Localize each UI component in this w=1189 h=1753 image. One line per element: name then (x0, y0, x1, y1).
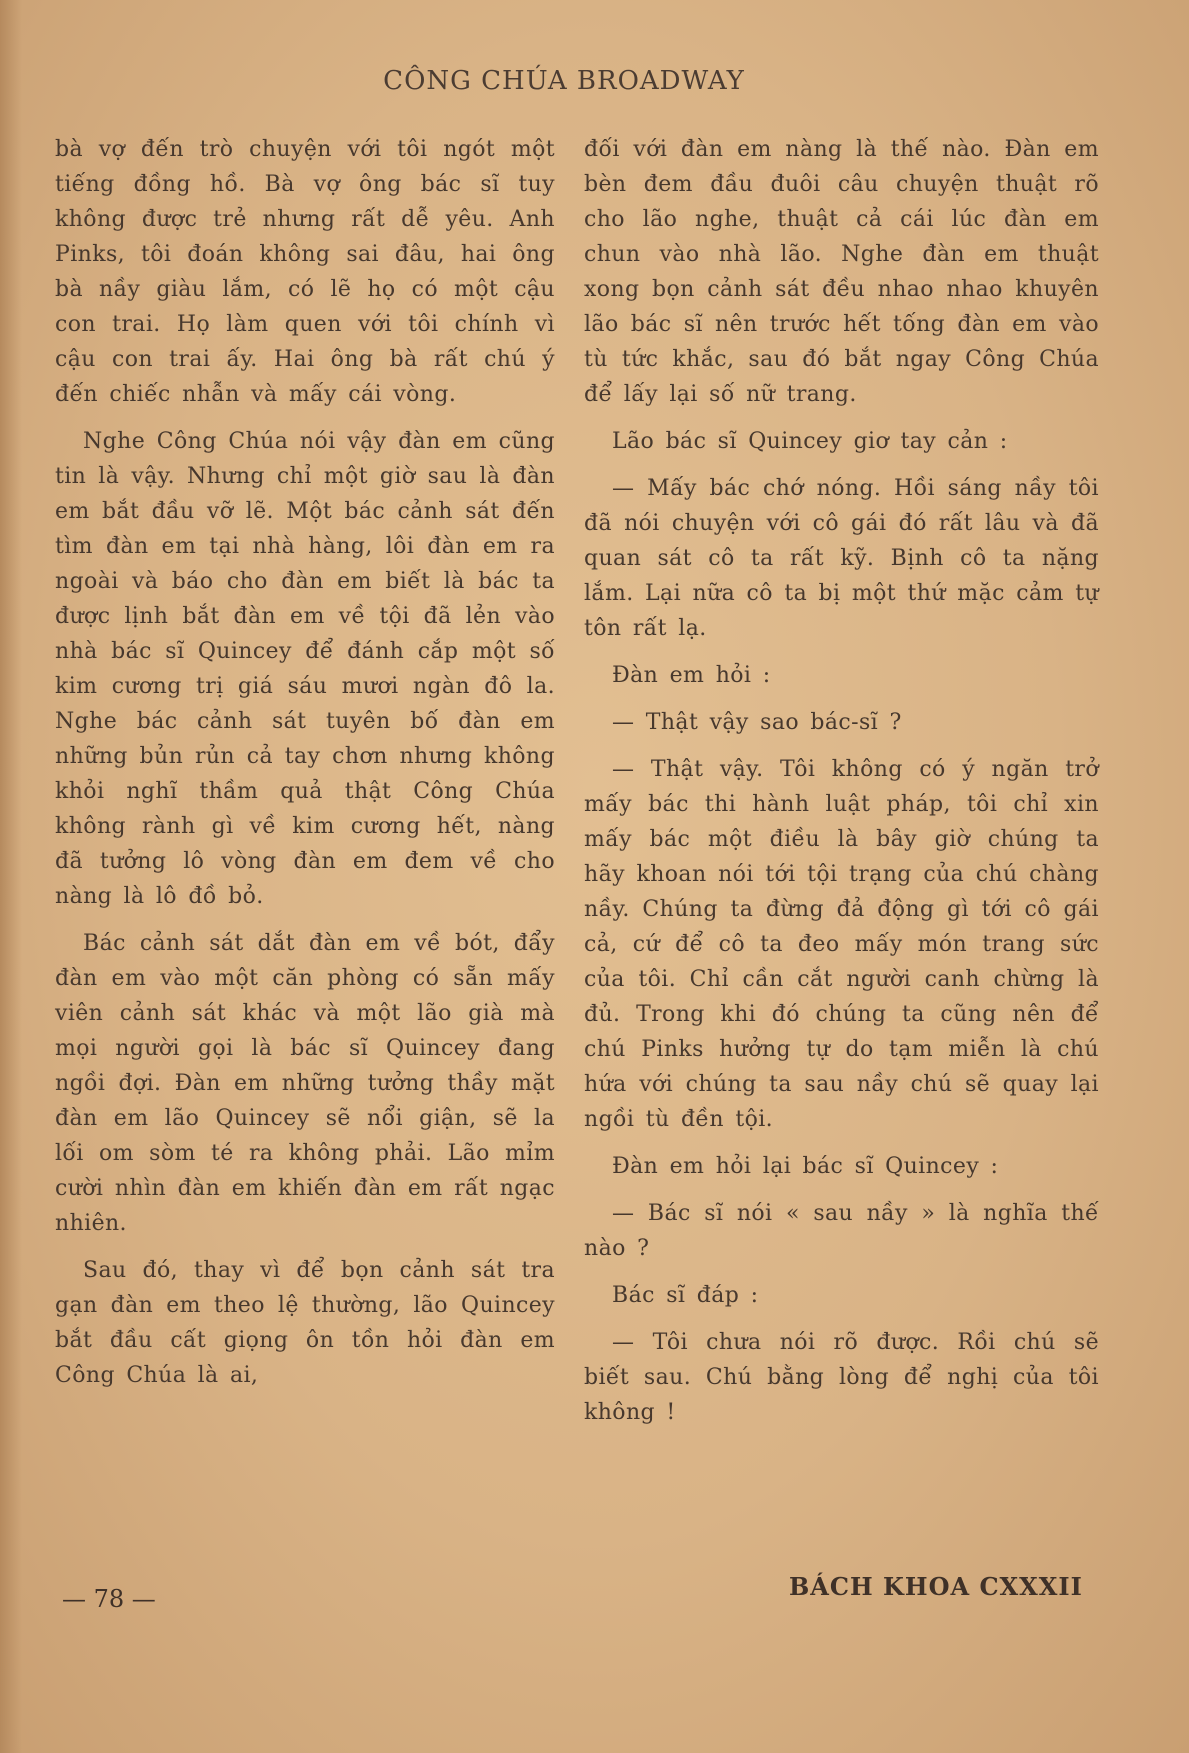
page-edge-shadow (0, 0, 22, 1753)
right-column (584, 132, 1099, 1442)
paragraph: đối với đàn em nàng là thế nào. Đàn em bèn đem đầu đuôi câu chuyện thuật rõ cho lão nghe, thuật cả cái lúc đàn em chun vào nhà lão. Nghe đàn em thuật xong bọn cảnh sát đều nhao nhao khuyên lão bác sĩ nên trước hết tống đàn em vào tù tức khắc, sau đó bắt ngay Công Chúa để lấy lại số nữ trang. (584, 137, 1099, 407)
paragraph: Lão bác sĩ Quincey giơ tay cản : (612, 429, 1008, 454)
page-number: — 78 — (62, 1585, 156, 1613)
paragraph: Sau đó, thay vì để bọn cảnh sát tra gạn đàn em theo lệ thường, lão Quincey bắt đầu cất giọng ôn tồn hỏi đàn em Công Chúa là ai, (55, 1258, 555, 1388)
running-head-title: CÔNG CHÚA BROADWAY (383, 66, 745, 96)
paragraph: — Thật vậy sao bác-sĩ ? (612, 710, 902, 735)
left-column (55, 132, 555, 1405)
paragraph: — Mấy bác chớ nóng. Hồi sáng nầy tôi đã nói chuyện với cô gái đó rất lâu và đã quan sát cô ta rất kỹ. Bịnh cô ta nặng lắm. Lại nữa cô ta bị một thứ mặc cảm tự tôn rất lạ. (584, 476, 1099, 641)
paragraph: Đàn em hỏi : (612, 663, 771, 688)
paragraph: Bác cảnh sát dắt đàn em về bót, đẩy đàn em vào một căn phòng có sẵn mấy viên cảnh sát khác và một lão già mà mọi người gọi là bác sĩ Quincey đang ngồi đợi. Đàn em những tưởng thầy mặt đàn em lão Quincey sẽ nổi giận, sẽ la lối om sòm té ra không phải. Lão mỉm cười nhìn đàn em khiến đàn em rất ngạc nhiên. (55, 931, 555, 1236)
paragraph: — Tôi chưa nói rõ được. Rồi chú sẽ biết sau. Chú bằng lòng để nghị của tôi không ! (584, 1330, 1099, 1425)
paragraph: bà vợ đến trò chuyện với tôi ngót một tiếng đồng hồ. Bà vợ ông bác sĩ tuy không được trẻ nhưng rất dễ yêu. Anh Pinks, tôi đoán không sai đâu, hai ông bà nầy giàu lắm, có lẽ họ có một cậu con trai. Họ làm quen với tôi chính vì cậu con trai ấy. Hai ông bà rất chú ý đến chiếc nhẫn và mấy cái vòng. (55, 137, 555, 407)
paragraph: Đàn em hỏi lại bác sĩ Quincey : (612, 1154, 999, 1179)
paragraph: Bác sĩ đáp : (612, 1283, 759, 1308)
publication-name: BÁCH KHOA CXXXII (789, 1572, 1083, 1601)
paragraph: — Thật vậy. Tôi không có ý ngăn trở mấy bác thi hành luật pháp, tôi chỉ xin mấy bác một điều là bây giờ chúng ta hãy khoan nói tới tội trạng của chú chàng nầy. Chúng ta đừng đả động gì tới cô gái cả, cứ để cô ta đeo mấy món trang sức của tôi. Chỉ cần cắt người canh chừng là đủ. Trong khi đó chúng ta cũng nên để chú Pinks hưởng tự do tạm miễn là chú hứa với chúng ta sau nầy chú sẽ quay lại ngồi tù đền tội. (584, 757, 1099, 1132)
paragraph: Nghe Công Chúa nói vậy đàn em cũng tin là vậy. Nhưng chỉ một giờ sau là đàn em bắt đầu vỡ lẽ. Một bác cảnh sát đến tìm đàn em tại nhà hàng, lôi đàn em ra ngoài và báo cho đàn em biết là bác ta được lịnh bắt đàn em về tội đã lẻn vào nhà bác sĩ Quincey để đánh cắp một số kim cương trị giá sáu mươi ngàn đô la. Nghe bác cảnh sát tuyên bố đàn em những bủn rủn cả tay chơn nhưng không khỏi nghĩ thầm quả thật Công Chúa không rành gì về kim cương hết, nàng đã tưởng lô vòng đàn em đem về cho nàng là lô đồ bỏ. (55, 429, 555, 909)
paragraph: — Bác sĩ nói « sau nầy » là nghĩa thế nào ? (584, 1201, 1099, 1261)
